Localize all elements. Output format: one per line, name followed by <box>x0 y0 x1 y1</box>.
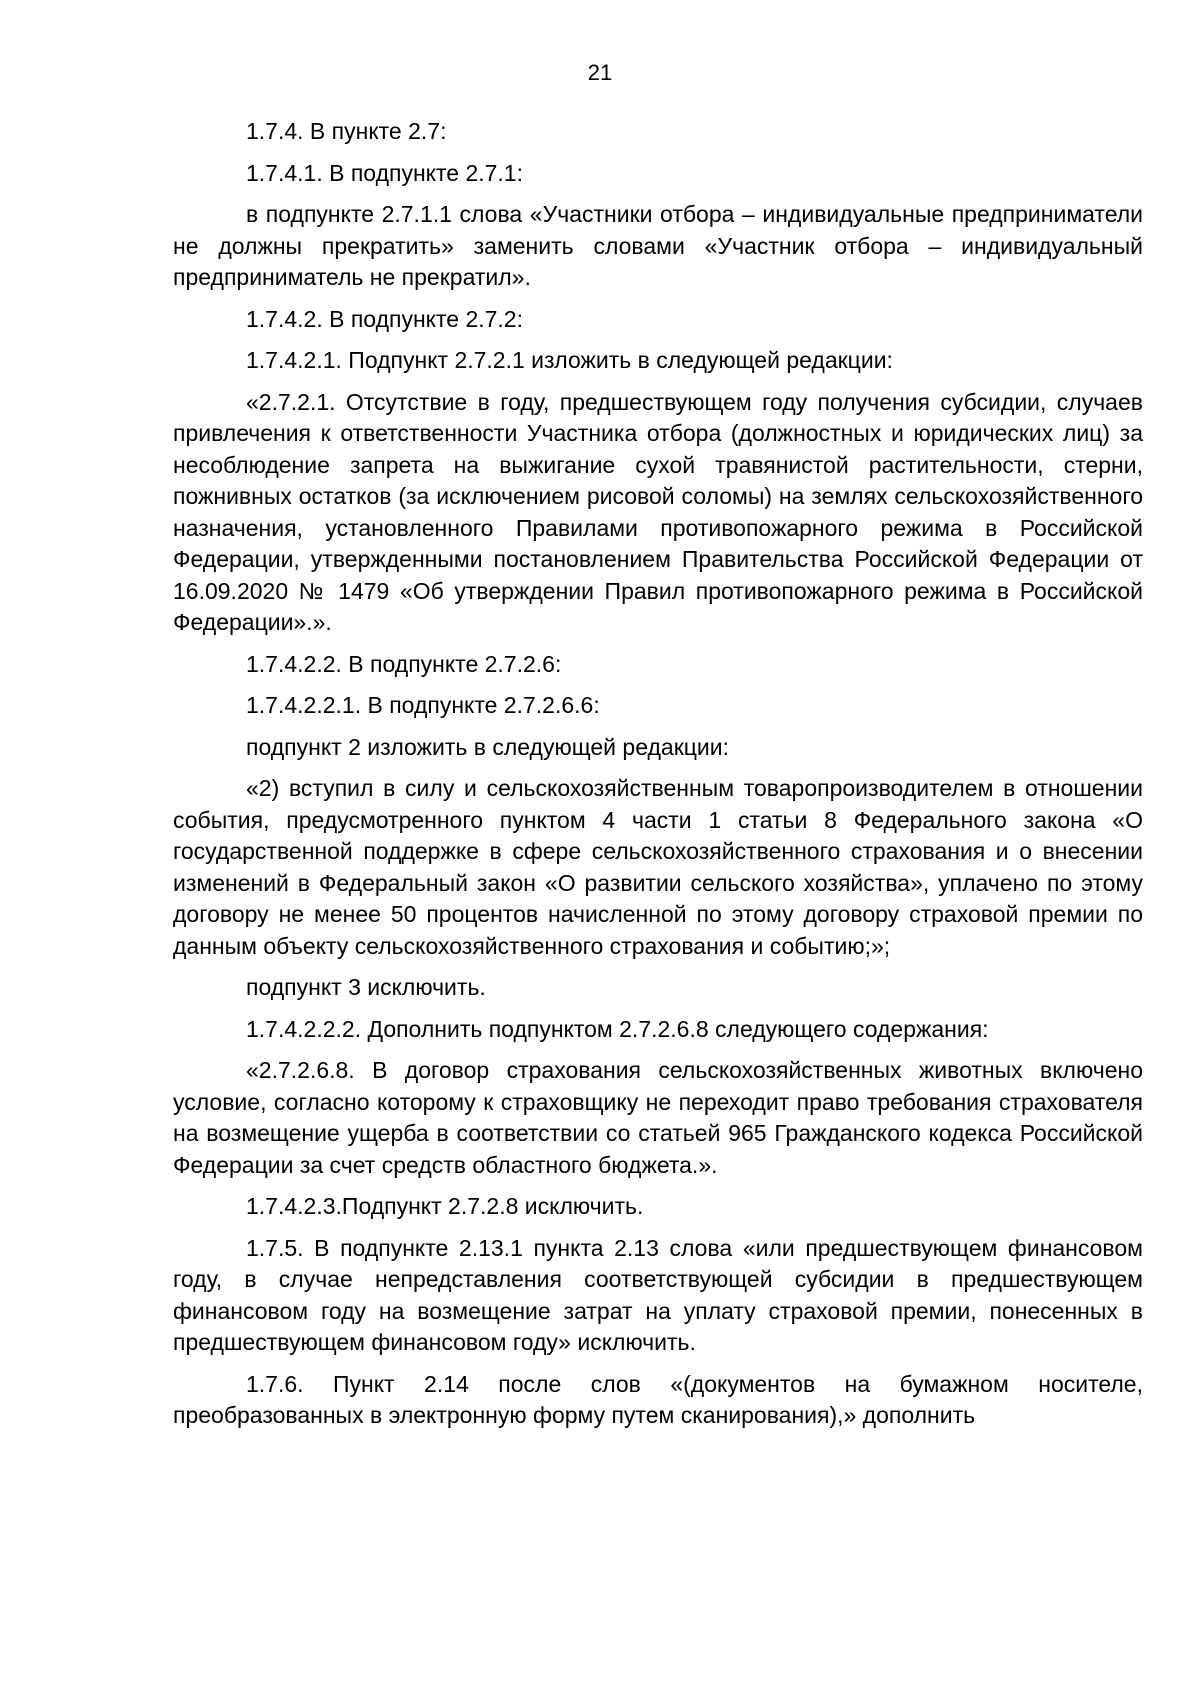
page-number: 21 <box>587 60 613 85</box>
paragraph-subpoint-2-intro: подпункт 2 изложить в следующей редакции: <box>246 733 730 760</box>
paragraph-subpoint-3-remove: подпункт 3 исключить. <box>246 974 486 1000</box>
paragraph-2-7-1-1-amendment: в подпункте 2.7.1.1 слова «Участники отбора – индивидуальные предприниматели не должны прекратить» заменить словами «Участник отбора – индивидуальный предприниматель не прекратил». <box>173 201 1143 290</box>
paragraph-2-7-2-1-text: «2.7.2.1. Отсутствие в году, предшествующем году получения субсидии, случаев привлечения к ответственности Участника отбора (должностных и юридических лиц) за несоблюдение запрета на выжигание сухой травянистой растительности, стерни, пожнивных остатков (за исключением рисовой соломы) на землях сельскохозяйственного назначения, установленного Правилами противопожарного режима в Российской Федерации, утвержденными постановлением Правительства Российской Федерации от 16.09.2020 № 1479 «Об утверждении Правил противопожарного режима в Российской Федерации».». <box>173 388 1143 635</box>
paragraph-1-7-4-2: 1.7.4.2. В подпункте 2.7.2: <box>246 305 523 332</box>
paragraph-1-7-4-2-2: 1.7.4.2.2. В подпункте 2.7.2.6: <box>246 650 562 677</box>
paragraph-1-7-4-2-3: 1.7.4.2.3.Подпункт 2.7.2.8 исключить. <box>246 1193 644 1219</box>
paragraph-1-7-6: 1.7.6. Пункт 2.14 после слов «(документов на бумажном носителе, преобразованных в электронную форму путем сканирования),» дополнить <box>173 1370 1143 1428</box>
paragraph-1-7-4-2-1: 1.7.4.2.1. Подпункт 2.7.2.1 изложить в следующей редакции: <box>246 347 893 373</box>
paragraph-1-7-4-2-2-2: 1.7.4.2.2.2. Дополнить подпунктом 2.7.2.6.8 следующего содержания: <box>246 1015 989 1042</box>
paragraph-1-7-5: 1.7.5. В подпункте 2.13.1 пункта 2.13 слова «или предшествующем финансовом году, в случае непредставления соответствующей субсидии в предшествующем финансовом году на возмещение затрат на уплату страховой премии, понесенных в предшествующем финансовом году» исключить. <box>173 1234 1143 1355</box>
paragraph-1-7-4: 1.7.4. В пункте 2.7: <box>246 118 447 144</box>
paragraph-subpoint-2-text: «2) вступил в силу и сельскохозяйственным товаропроизводителем в отношении события, предусмотренного пунктом 4 части 1 статьи 8 Федерального закона «О государственной поддержке в сфере сельскохозяйственного страхования и о внесении изменений в Федеральный закон «О развитии сельского хозяйства», уплачено по этому договору не менее 50 процентов начисленной по этому договору страховой премии по данным объекту сельскохозяйственного страхования и событию;»; <box>173 775 1143 959</box>
paragraph-1-7-4-1: 1.7.4.1. В подпункте 2.7.1: <box>246 159 523 186</box>
paragraph-2-7-2-6-8-text: «2.7.2.6.8. В договор страхования сельскохозяйственных животных включено условие, согласно которому к страховщику не переходит право требования страхователя на возмещение ущерба в соответствии со статьей 965 Гражданского кодекса Российской Федерации за счет средств областного бюджета.». <box>173 1057 1143 1178</box>
paragraph-1-7-4-2-2-1: 1.7.4.2.2.1. В подпункте 2.7.2.6.6: <box>246 692 600 718</box>
document-body <box>173 116 1143 1442</box>
